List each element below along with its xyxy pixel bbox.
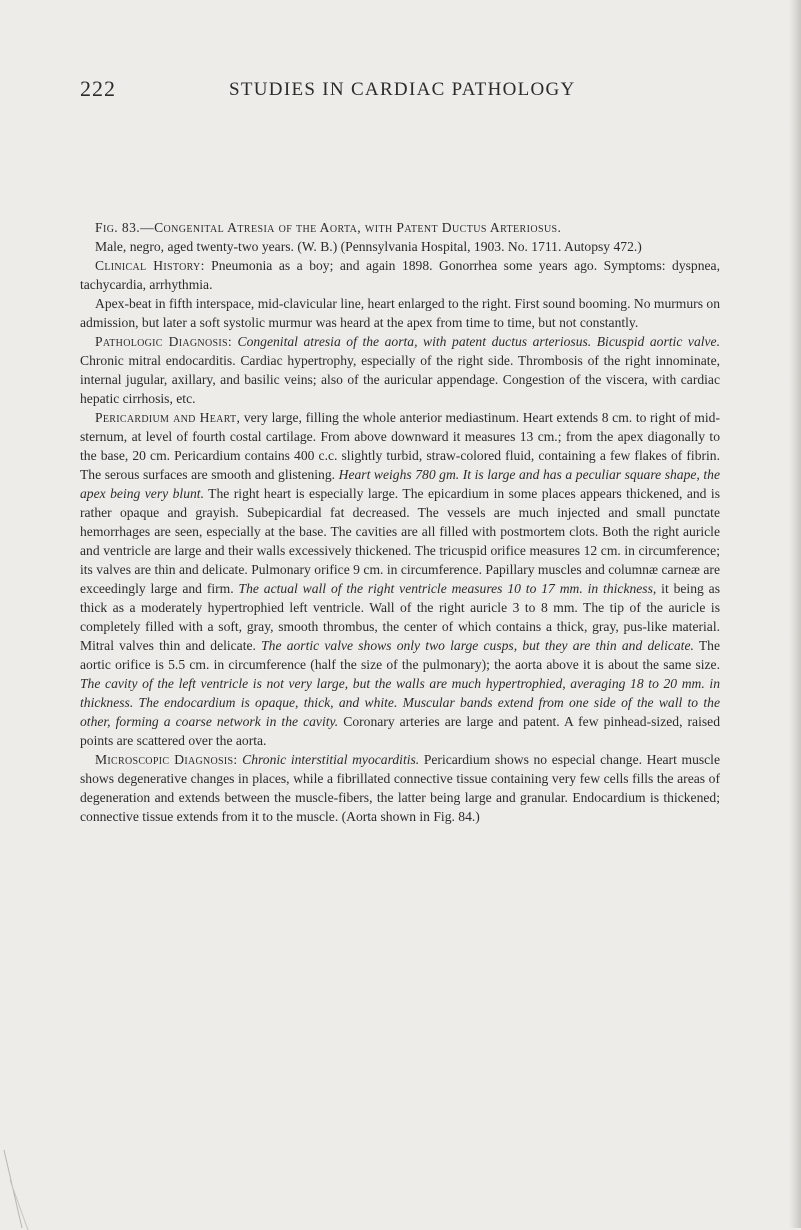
pericardium-text-5: Coronary arteries are large and patent. A few pinhead-sized, raised points are scattered over the aorta. (80, 714, 720, 748)
pathologic-diagnosis (80, 332, 720, 408)
clinical-history-heading: Clinical History: (95, 258, 205, 273)
page-number: 222 (80, 76, 116, 101)
microscopic-diagnosis-italic: Chronic interstitial myocarditis. (242, 752, 420, 767)
pericardium-heading: Pericardium and Heart, (95, 410, 241, 425)
clinical-history-text: Pneumonia as a boy; and again 1898. Gonorrhea some years ago. Symptoms: dyspnea, tachycardia, arrhythmia. (80, 258, 720, 292)
clinical-history (80, 256, 720, 294)
microscopic-diagnosis-heading: Microscopic Diagnosis: (95, 752, 238, 767)
pathologic-diagnosis-heading: Pathologic Diagnosis: (95, 334, 232, 349)
page-edge-shadow (789, 0, 801, 1228)
microscopic-diagnosis (80, 750, 720, 826)
pathologic-diagnosis-text: Chronic mitral endocarditis. Cardiac hypertrophy, especially of the right side. Thrombosis of the right innominate, internal jugular, axillary, and basilic veins; also of the auricular appendage. Congestion of the viscera, with cardiac hepatic cirrhosis, etc. (80, 353, 720, 406)
scan-scratch-mark (2, 1150, 42, 1230)
pericardium-italic-2: The actual wall of the right ventricle measures 10 to 17 mm. in thickness, (238, 581, 657, 596)
pericardium-text-1: very large, filling the whole anterior mediastinum. Heart extends 8 cm. to right of mid-sternum, at level of fourth costal cartilage. From above downward it measures 13 cm.; from the apex diagonally to the base, 20 cm. Pericardium contains 400 c.c. slightly turbid, straw-colored fluid, containing a few flakes of fibrin. The serous surfaces are smooth and glistening. (80, 410, 720, 482)
article-body (80, 218, 720, 826)
pericardium-heart-paragraph (80, 408, 720, 750)
pericardium-italic-4: The cavity of the left ventricle is not very large, but the walls are much hypertrophied, averaging 18 to 20 mm. in thickness. The endocardium is opaque, thick, and white. Muscular bands extend from one side of the wall to the other, forming a coarse network in the cavity. (80, 676, 720, 729)
pericardium-text-2: The right heart is especially large. The epicardium in some places appears thickened, and is rather opaque and grayish. Subepicardial fat decreased. The vessels are much injected and small punctate hemorrhages are seen, especially at the base. The cavities are all filled with postmortem clots. Both the right auricle and ventricle are large and their walls excessively thickened. The tricuspid orifice measures 12 cm. in circumference; its valves are thin and delicate. Pulmonary orifice 9 cm. in circumference. Papillary muscles and columnæ carneæ are exceedingly large and firm. (80, 486, 720, 596)
pericardium-italic-3: The aortic valve shows only two large cusps, but they are thin and delicate. (261, 638, 694, 653)
figure-title: Fig. 83.—Congenital Atresia of the Aorta, with Patent Ductus Arteriosus. (95, 220, 562, 235)
pathologic-diagnosis-italic: Congenital atresia of the aorta, with patent ductus arteriosus. Bicuspid aortic valve. (237, 334, 720, 349)
apex-beat-paragraph: Apex-beat in fifth interspace, mid-clavicular line, heart enlarged to the right. First sound booming. No murmurs on admission, but later a soft systolic murmur was heard at the apex from time to time, but not constantly. (80, 296, 720, 330)
pericardium-text-3: it being as thick as a moderately hypertrophied left ventricle. Wall of the right auricle 3 to 8 mm. The tip of the auricle is completely filled with a soft, gray, smooth thrombus, the center of which contains a thick, gray, pus-like material. Mitral valves thin and delicate. (80, 581, 720, 653)
pericardium-italic-1: Heart weighs 780 gm. It is large and has a peculiar square shape, the apex being very blunt. (80, 467, 720, 501)
running-head: STUDIES IN CARDIAC PATHOLOGY (229, 79, 576, 100)
figure-caption (80, 218, 720, 237)
microscopic-diagnosis-text: Pericardium shows no especial change. Heart muscle shows degenerative changes in places, while a fibrillated connective tissue containing very few cells fills the areas of degeneration and extends between the muscle-fibers, the latter being large and granular. Endocardium is thickened; connective tissue extends from it to the muscle. (Aorta shown in Fig. 84.) (80, 752, 720, 824)
pericardium-text-4: The aortic orifice is 5.5 cm. in circumference (half the size of the pulmonary); the aorta above it is about the same size. (80, 638, 720, 672)
case-line: Male, negro, aged twenty-two years. (W. B.) (Pennsylvania Hospital, 1903. No. 1711. Autopsy 472.) (95, 239, 642, 254)
